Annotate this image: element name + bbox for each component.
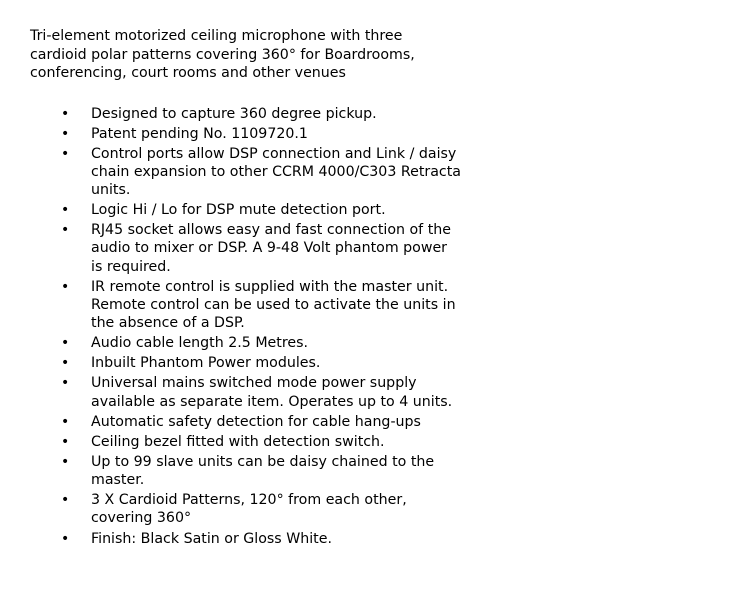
feature-text: RJ45 socket allows easy and fast connection of the audio to mixer or DSP. A 9-48 Volt phantom power is required.: [91, 222, 451, 275]
feature-text: Audio cable length 2.5 Metres.: [91, 335, 309, 352]
feature-item: [30, 433, 461, 451]
feature-text: Inbuilt Phantom Power modules.: [91, 355, 321, 372]
bullet: •: [61, 530, 70, 547]
bullet: •: [61, 105, 70, 122]
bullet: •: [61, 433, 70, 450]
feature-item: [30, 201, 461, 219]
feature-item: [30, 354, 461, 372]
bullet: •: [61, 355, 70, 372]
feature-text: Designed to capture 360 degree pickup.: [91, 105, 377, 122]
bullet: •: [61, 413, 70, 430]
feature-text: Up to 99 slave units can be daisy chained to the master.: [91, 453, 435, 489]
bullet: •: [61, 125, 70, 142]
feature-text: Finish: Black Satin or Gloss White.: [91, 530, 332, 547]
feature-item: [30, 334, 461, 352]
bullet: •: [61, 492, 70, 509]
bullet: •: [61, 453, 70, 470]
feature-list: [30, 105, 460, 548]
feature-item: [30, 278, 461, 333]
bullet: •: [61, 335, 70, 352]
feature-text: Ceiling bezel fitted with detection switch.: [91, 433, 385, 450]
feature-item: [30, 221, 461, 276]
feature-item: [30, 145, 461, 200]
feature-text: Logic Hi / Lo for DSP mute detection port.: [91, 202, 386, 219]
feature-text: Patent pending No. 1109720.1: [91, 125, 308, 142]
feature-item: [30, 530, 461, 548]
bullet: •: [61, 375, 70, 392]
feature-text: Automatic safety detection for cable hang-ups: [91, 413, 421, 430]
product-description: [30, 27, 460, 550]
feature-item: [30, 413, 461, 431]
bullet: •: [61, 222, 70, 239]
bullet: •: [61, 278, 70, 295]
feature-item: [30, 125, 461, 143]
feature-item: [30, 453, 461, 489]
feature-text: Control ports allow DSP connection and Link / daisy chain expansion to other CCRM 4000/C303 Retracta units.: [91, 145, 461, 199]
feature-item: [30, 491, 461, 527]
feature-item: [30, 374, 461, 410]
intro-paragraph: Tri-element motorized ceiling microphone with three cardioid polar patterns covering 360° for Boardrooms, conferencing, court rooms and other venues: [30, 28, 415, 81]
bullet: •: [61, 145, 70, 162]
feature-text: Universal mains switched mode power supply available as separate item. Operates up to 4 units.: [91, 375, 453, 410]
feature-text: 3 X Cardioid Patterns, 120° from each other, covering 360°: [91, 492, 407, 527]
bullet: •: [61, 202, 70, 219]
feature-item: [30, 105, 461, 123]
feature-text: IR remote control is supplied with the master unit. Remote control can be used to activate the units in the absence of a DSP.: [91, 278, 456, 332]
